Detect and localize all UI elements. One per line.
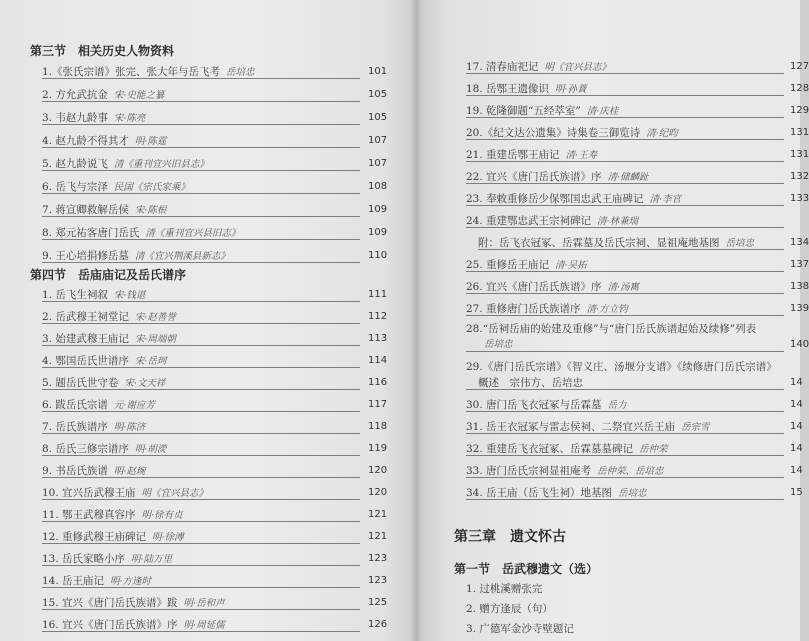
entry-author: 岳培忠 [618,488,647,499]
entry-page: 125 [368,597,388,608]
toc-entry[interactable] [466,190,809,208]
entry-title: 25. 重修岳王庙记 [466,259,550,271]
leader-rule [42,499,360,500]
entry-author: 明·孙蕡 [555,84,587,95]
entry-page: 105 [368,89,388,100]
toc-entry[interactable] [466,102,809,120]
leader-rule [42,433,360,434]
toc-entry[interactable] [466,580,800,598]
entry-title: 8. 郑元祐客唐门岳氏 [42,227,140,239]
entry-author: 明·陈济 [113,422,146,433]
leader-rule [42,239,360,240]
leader-rule [466,315,784,316]
entry-page: 116 [368,377,388,388]
toc-entry[interactable] [466,620,800,638]
leader-rule [42,521,360,522]
entry-author: 宋·陈亮 [113,113,146,124]
leader-rule [466,499,784,500]
leader-rule [466,389,784,390]
entry-page: 119 [368,443,388,454]
entry-page: 123 [368,575,388,586]
entry-page: 110 [368,250,388,261]
entry-page: 14 [790,443,803,454]
entry-title: 7. 岳氏族谱序 [42,421,108,433]
toc-entry[interactable] [42,352,394,370]
entry-title: 附：岳飞衣冠冢、岳霖墓及岳氏宗祠、显祖庵地基图 [478,237,720,249]
leader-rule [42,262,360,263]
leader-rule [42,193,360,194]
leader-rule [42,587,360,588]
entry-author: 宋·周端朝 [134,334,176,345]
entry-author: 清·李官 [649,194,682,205]
entry-title: 8. 岳氏三修宗谱序 [42,443,129,455]
entry-author: 明·陆万里 [131,554,173,565]
entry-author: 清·林兼瑞 [597,216,639,227]
toc-entry[interactable] [466,146,809,164]
entry-title: 34. 岳王庙（岳飞生祠）地基图 [466,487,613,499]
toc-entry[interactable] [466,418,803,436]
entry-title: 32. 重建岳飞衣冠冢、岳霖墓墓碑记 [466,443,634,455]
entry-title: 33. 唐门岳氏宗祠显祖庵考 [466,465,592,477]
leader-rule [466,205,784,206]
leader-rule [466,183,784,184]
entry-title: 18. 岳鄂王遗像识 [466,83,550,95]
entry-page: 127 [790,61,809,72]
toc-entry[interactable] [42,374,394,392]
entry-author: 明《宜兴县志》 [544,62,612,73]
toc-entry[interactable] [42,330,394,348]
toc-entry[interactable] [42,462,394,480]
entry-title: 1. 岳飞生祠叙 [42,289,108,301]
leader-rule [466,477,784,478]
entry-page: 120 [368,487,388,498]
entry-author: 宋·赵善誉 [134,312,176,323]
toc-entry[interactable] [466,80,809,98]
toc-entry[interactable] [42,178,394,196]
entry-author: 明·徐有贞 [141,510,183,521]
entry-author: 清·庆桂 [586,106,619,117]
entry-author: 宋·陈根 [134,205,167,216]
toc-entry[interactable] [466,600,800,618]
entry-author: 岳培忠 [725,238,755,249]
entry-title: 20.《纪文达公遗集》诗集卷三御览诗 [466,127,641,139]
toc-entry[interactable] [42,155,394,173]
leader-rule [42,216,360,217]
entry-title: 15. 宜兴《唐门岳氏族谱》跋 [42,597,178,609]
toc-entry[interactable] [42,201,394,219]
entry-title: 3. 韦赵九龄事 [42,112,108,124]
entry-page: 109 [368,204,388,215]
toc-entry[interactable] [466,212,800,230]
entry-title: 2. 方允武抗金 [42,89,108,101]
leader-rule [466,271,784,272]
toc-entry[interactable] [466,256,809,274]
section-4-title: 第四节 岳庙庙记及岳氏谱序 [30,268,187,282]
leader-rule [42,565,360,566]
entry-author: 清·纪昀 [646,128,678,139]
toc-entry[interactable] [466,278,809,296]
entry-author: 清·王寿 [565,150,598,161]
toc-entry[interactable] [466,484,803,502]
entry-title: 4. 鄂国岳氏世谱序 [42,355,129,367]
entry-title: 28.“岳祠岳庙的始建及重修”与“唐门岳氏族谱起始及续修”列表 [466,323,757,335]
entry-author: 明·陈霆 [134,136,167,147]
toc-entry[interactable] [42,594,394,612]
entry-title: 10. 宜兴岳武穆王庙 [42,487,136,499]
entry-page: 105 [368,112,388,123]
entry-author: 清《重刊宜兴县旧志》 [145,228,241,239]
leader-rule [42,367,360,368]
leader-rule [42,78,360,79]
toc-entry[interactable] [466,320,809,354]
entry-page: 120 [368,465,388,476]
entry-author: 概述 宗伟方、岳培忠 [478,377,583,389]
leader-rule [42,147,360,148]
entry-page: 113 [368,333,388,344]
entry-author: 明·周延儒 [183,620,225,631]
entry-title: 30. 唐门岳飞衣冠冢与岳霖墓 [466,399,602,411]
entry-author: 明·岳和声 [183,598,225,609]
entry-author: 清·吴拓 [555,260,587,271]
entry-page: 14 [790,465,803,476]
toc-entry[interactable] [42,440,394,458]
leader-rule [466,95,784,96]
entry-page: 121 [368,531,388,542]
entry-page: 118 [368,421,388,432]
entry-title: 19. 乾隆御题“五经萃室” [466,105,581,117]
chapter-3-title: 第三章 遗文怀古 [454,529,566,545]
entry-page: 137 [790,259,809,270]
entry-author: 宋·史能之纂 [113,90,165,101]
entry-title: 29.《唐门岳氏宗谱》《智义庄、汤堰分支谱》《续修唐门岳氏宗谱》 [466,361,777,373]
leader-rule [466,433,784,434]
entry-page: 131 [790,127,809,138]
entry-author: 岳培忠 [226,67,255,78]
leader-rule [42,323,360,324]
entry-title: 9. 王心培捐修岳墓 [42,250,129,262]
toc-entry[interactable] [466,440,803,458]
entry-author: 岳仲荣、岳培忠 [597,466,664,477]
leader-rule [466,139,784,140]
entry-title: 11. 鄂王武穆真容序 [42,509,136,521]
entry-page: 14 [790,377,803,388]
entry-page: 140 [790,339,809,350]
toc-entry[interactable] [466,300,809,318]
leader-rule [42,609,360,610]
leader-rule [466,73,784,74]
entry-page: 14 [790,421,803,432]
leader-rule [466,351,784,352]
entry-page: 114 [368,355,388,366]
entry-title: 1. 过桃溪赠张完 [466,583,543,595]
entry-title: 21. 重建岳鄂王庙记 [466,149,560,161]
toc-entry[interactable] [42,63,394,81]
entry-page: 131 [790,149,809,160]
entry-title: 2. 赠方逢辰（句） [466,603,553,615]
entry-author: 岳力 [607,400,627,411]
toc-entry[interactable] [478,234,809,252]
toc-entry[interactable] [42,247,394,265]
leader-rule [42,101,360,102]
leader-rule [42,543,360,544]
entry-author: 岳仲荣 [639,444,668,455]
entry-title: 17. 清春庙祀记 [466,61,539,73]
entry-title: 9. 书岳氏族谱 [42,465,108,477]
entry-author: 民国《宗氏家乘》 [113,182,190,193]
entry-author: 岳培忠 [484,339,513,350]
entry-page: 109 [368,227,388,238]
entry-page: 14 [790,399,803,410]
entry-author: 清·方立钧 [586,304,628,315]
entry-title: 23. 奉敕重修岳少保鄂国忠武王庙碑记 [466,193,644,205]
right-page [416,0,809,641]
leader-rule [42,124,360,125]
leader-rule [42,455,360,456]
toc-entry[interactable] [466,358,803,392]
entry-author: 明《宜兴县志》 [141,488,209,499]
entry-title: 5. 题岳氏世守卷 [42,377,119,389]
leader-rule [478,249,784,250]
toc-entry[interactable] [42,528,394,546]
leader-rule [42,477,360,478]
entry-page: 132 [790,171,809,182]
toc-entry[interactable] [42,616,394,634]
section-3-title: 第三节 相关历史人物资料 [30,44,175,58]
entry-page: 107 [368,135,388,146]
entry-page: 134 [790,237,809,248]
entry-author: 清《重刊宜兴旧县志》 [113,159,209,170]
entry-page: 101 [368,66,388,77]
entry-title: 13. 岳氏家略小序 [42,553,126,565]
entry-page: 111 [368,289,388,300]
leader-rule [42,170,360,171]
leader-rule [466,161,784,162]
toc-entry[interactable] [42,506,394,524]
entry-author: 岳宗雪 [681,422,710,433]
leader-rule [42,301,360,302]
entry-title: 26. 宜兴《唐门岳氏族谱》序 [466,281,602,293]
toc-entry[interactable] [466,58,809,76]
entry-author: 宋·钱谌 [113,290,146,301]
toc-entry[interactable] [42,396,394,414]
entry-page: 107 [368,158,388,169]
entry-author: 明·方逢时 [110,576,152,587]
leader-rule [466,411,784,412]
entry-page: 129 [790,105,809,116]
entry-title: 2. 岳武穆王祠堂记 [42,311,129,323]
leader-rule [466,293,784,294]
entry-page: 126 [368,619,388,630]
entry-page: 138 [790,281,809,292]
entry-title: 1.《张氏宗谱》张完、张大年与岳飞考 [42,66,221,78]
toc-entry[interactable] [42,224,394,242]
toc-entry[interactable] [42,484,394,502]
entry-page: 133 [790,193,809,204]
entry-page: 121 [368,509,388,520]
entry-title: 7. 蒋宣卿救解岳侯 [42,204,129,216]
toc-entry[interactable] [42,308,394,326]
toc-entry[interactable] [42,550,394,568]
entry-author: 明·徐溥 [152,532,184,543]
toc-entry[interactable] [42,286,394,304]
entry-page: 108 [368,181,388,192]
entry-author: 明·胡濙 [134,444,167,455]
entry-author: 明·赵琬 [113,466,146,477]
toc-entry[interactable] [466,462,803,480]
entry-author: 清《宜兴荆溪县新志》 [134,251,230,262]
leader-rule [42,631,360,632]
toc-entry[interactable] [466,396,803,414]
entry-page: 15 [790,487,803,498]
toc-entry[interactable] [466,168,809,186]
section-1-title: 第一节 岳武穆遗文（选） [454,562,599,576]
entry-title: 3. 始建武穆王庙记 [42,333,129,345]
toc-entry[interactable] [42,86,394,104]
entry-page: 123 [368,553,388,564]
entry-page: 139 [790,303,809,314]
toc-entry[interactable] [42,109,394,127]
leader-rule [466,117,784,118]
entry-title: 14. 岳王庙记 [42,575,105,587]
entry-title: 22. 宜兴《唐门岳氏族谱》序 [466,171,602,183]
toc-entry[interactable] [466,124,809,142]
toc-entry[interactable] [42,418,394,436]
leader-rule [466,455,784,456]
entry-title: 31. 岳王衣冠冢与雷志侯祠、二祭宜兴岳王庙 [466,421,676,433]
entry-title: 12. 重修武穆王庙碑记 [42,531,147,543]
entry-page: 112 [368,311,388,322]
leader-rule [42,345,360,346]
entry-title: 4. 赵九龄不得其才 [42,135,129,147]
entry-page: 117 [368,399,388,410]
leader-rule [42,389,360,390]
entry-author: 元·谢应芳 [113,400,155,411]
toc-entry[interactable] [42,132,394,150]
toc-entry[interactable] [42,572,394,590]
entry-title: 6. 岳飞与宗泽 [42,181,108,193]
entry-title: 3. 广德军金沙寺壁题记 [466,623,574,635]
entry-title: 24. 重建鄂忠武王宗祠碑记 [466,215,592,227]
leader-rule [466,227,784,228]
entry-title: 5. 赵九龄说飞 [42,158,108,170]
entry-title: 27. 重修唐门岳氏族谱序 [466,303,581,315]
entry-title: 6. 跋岳氏宗谱 [42,399,108,411]
entry-author: 清·汤寯 [607,282,640,293]
entry-page: 128 [790,83,809,94]
entry-title: 16. 宜兴《唐门岳氏族谱》序 [42,619,178,631]
entry-author: 宋·岳珂 [134,356,167,367]
leader-rule [42,411,360,412]
entry-author: 清·储麟趾 [607,172,649,183]
entry-author: 宋·文天祥 [124,378,166,389]
